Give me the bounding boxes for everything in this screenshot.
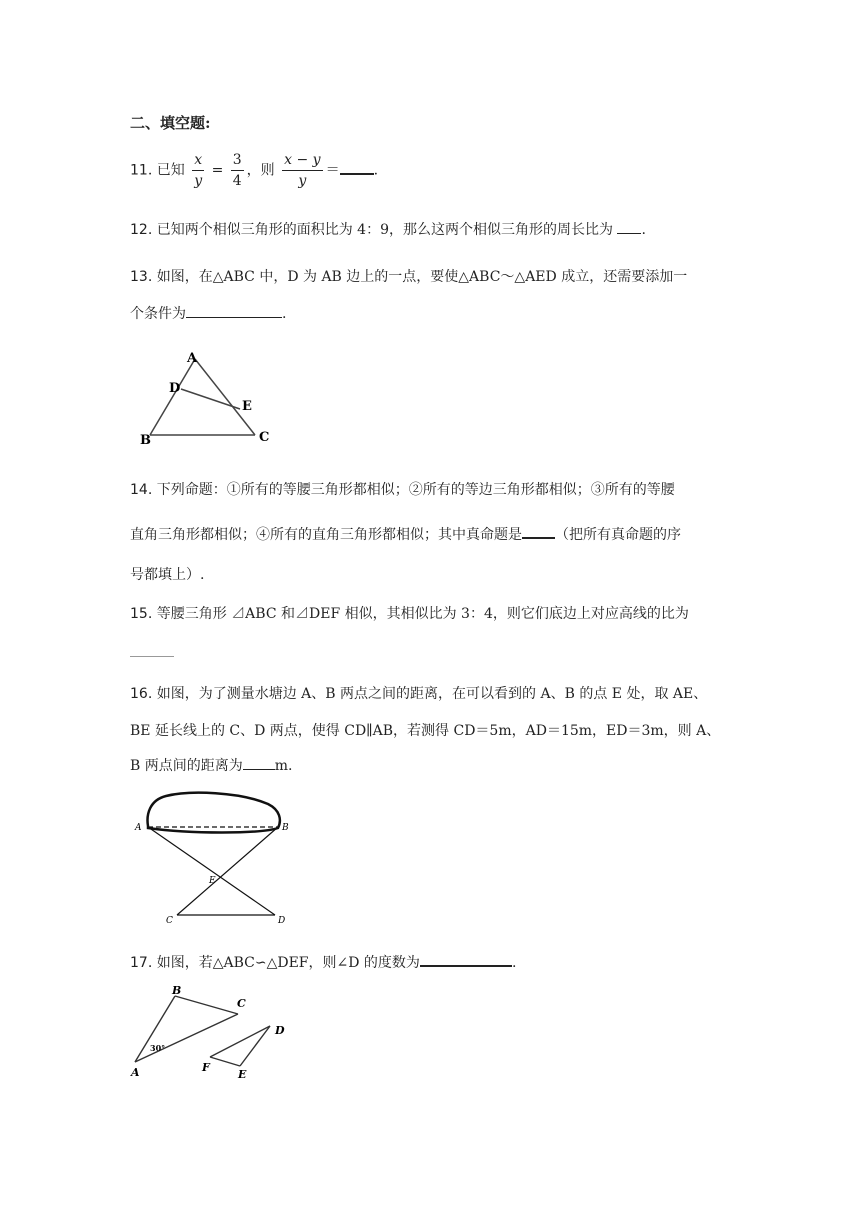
question-14-line-1 xyxy=(130,479,675,499)
label-d: D xyxy=(278,916,286,926)
answer-blank xyxy=(420,965,512,967)
q11-mid: ，则 xyxy=(246,162,275,179)
answer-blank xyxy=(617,233,641,234)
q13-text: . 如图，在△ABC 中，D 为 AB 边上的一点，要使△ABC～△AED 成立，还需要添加一 xyxy=(147,269,688,285)
fraction-x-over-y: $\frac{x}{y}$ xyxy=(194,152,203,189)
label-c: C xyxy=(259,430,270,445)
label-e: E xyxy=(242,399,252,414)
section-title: 二、填空题: xyxy=(130,114,211,132)
question-13-line-1 xyxy=(130,266,687,286)
period: . xyxy=(641,222,646,238)
fraction-3-over-4: $\frac{3}{4}$ xyxy=(232,152,242,189)
question-12 xyxy=(130,219,646,239)
question-number: 17 xyxy=(130,955,148,971)
question-number: 16 xyxy=(130,686,148,702)
equals-sign: ＝ xyxy=(325,162,340,179)
label-a: A xyxy=(187,351,198,366)
label-b: B xyxy=(172,984,182,997)
answer-blank xyxy=(130,642,174,657)
q14-text: （把所有真命题的序 xyxy=(555,527,681,543)
fraction-x-minus-y-over-y: $\frac{x - y}{y}$ xyxy=(284,152,321,189)
q12-text: . 已知两个相似三角形的面积比为 4：9，那么这两个相似三角形的周长比为 xyxy=(147,222,613,238)
equals-sign: = xyxy=(211,162,224,179)
label-e: E xyxy=(238,1068,247,1081)
period: . xyxy=(282,306,287,322)
label-a: A xyxy=(131,1066,140,1079)
question-16-line-2 xyxy=(130,720,720,740)
answer-blank xyxy=(522,537,555,539)
question-17 xyxy=(130,952,516,972)
label-e: E xyxy=(209,876,216,886)
q13-text: 个条件为 xyxy=(130,306,186,322)
pond-figure xyxy=(130,788,295,928)
question-14-line-3 xyxy=(130,564,204,584)
q14-text: 直角三角形都相似；④所有的直角三角形都相似；其中真命题是 xyxy=(130,527,522,543)
period: . xyxy=(373,162,379,179)
question-15 xyxy=(130,603,689,623)
q16-text: B 两点间的距离为 xyxy=(130,758,243,774)
answer-blank xyxy=(243,769,275,770)
q15-text: . 等腰三角形 ⊿ABC 和⊿DEF 相似，其相似比为 3：4，则它们底边上对应高线的比为 xyxy=(147,606,689,622)
question-13-line-2 xyxy=(130,303,286,323)
angle-label: 30° xyxy=(150,1043,166,1053)
question-14-line-2 xyxy=(130,524,681,544)
label-c: C xyxy=(166,916,173,926)
label-b: B xyxy=(140,433,151,448)
triangle-abc-figure xyxy=(135,345,285,450)
q16-text: BE 延长线上的 C、D 两点，使得 CD∥AB，若测得 CD＝5m，AD＝15m，ED＝3m，则 A、 xyxy=(130,723,721,739)
q14-text: 号都填上）. xyxy=(130,567,205,583)
q14-text: . 下列命题：①所有的等腰三角形都相似；②所有的等边三角形都相似；③所有的等腰 xyxy=(147,482,675,498)
label-d: D xyxy=(275,1024,285,1037)
similar-triangles-figure xyxy=(125,982,295,1082)
label-c: C xyxy=(237,997,246,1010)
question-number: 12 xyxy=(130,222,148,238)
question-number: 15 xyxy=(130,606,148,622)
label-a: A xyxy=(135,823,142,833)
question-11 xyxy=(130,150,378,191)
question-16-line-3 xyxy=(130,755,292,775)
question-16-line-1 xyxy=(130,683,707,703)
label-d: D xyxy=(169,381,181,396)
question-number: 14 xyxy=(130,482,148,498)
answer-blank xyxy=(186,317,282,318)
question-number: 13 xyxy=(130,269,148,285)
answer-blank xyxy=(340,173,374,175)
q17-text: . 如图，若△ABC∽△DEF，则∠D 的度数为 xyxy=(147,955,420,971)
q16-text: . 如图，为了测量水塘边 A、B 两点之间的距离，在可以看到的 A、B 的点 E 处，取 AE、 xyxy=(147,686,708,702)
q11-pre: . 已知 xyxy=(147,162,185,179)
period: . xyxy=(511,955,517,971)
q16-text: m. xyxy=(274,758,293,774)
label-b: B xyxy=(282,823,289,833)
question-number: 11 xyxy=(130,162,148,179)
label-f: F xyxy=(202,1061,210,1074)
